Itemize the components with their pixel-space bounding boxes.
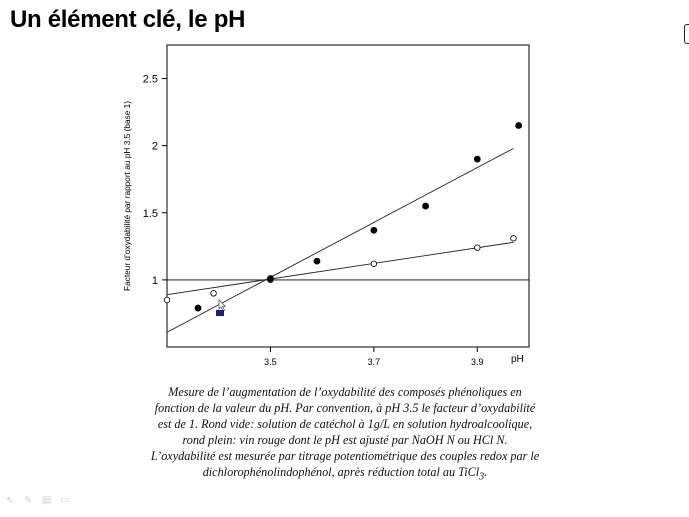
slide-controls [6,496,72,506]
y-axis [143,74,167,287]
plot-frame [167,45,529,347]
slides-icon[interactable]: ▭ [60,495,70,506]
y-tick-label: 2.5 [142,73,158,86]
y-axis-label: Facteur d’oxydabilité par rapport au pH 3.5 (base 1) [122,100,132,292]
filled-point [314,258,320,264]
x-axis [264,347,483,367]
figure-caption [150,384,540,485]
open-point [164,297,170,303]
filled-point [371,227,377,233]
open-point [211,291,217,297]
x-axis-label: pH [511,354,524,365]
filled-point [474,156,480,162]
y-tick-label: 1 [151,274,158,287]
pen-icon[interactable]: ✎ [24,495,33,506]
data-points [164,123,521,312]
open-point [511,235,517,241]
fit-line-open [167,242,513,294]
open-point [474,245,480,251]
filled-point [195,305,201,311]
x-tick-label: 3.9 [471,357,484,367]
arrow-icon[interactable]: ↖ [6,495,15,506]
slide-title: Un élément clé, le pH [10,6,246,33]
caption-end: . [484,465,488,479]
filled-point [267,276,273,282]
x-tick-label: 3.5 [264,357,277,367]
x-tick-label: 3.7 [367,357,381,367]
y-tick-label: 1.5 [142,207,158,220]
y-tick-label: 2 [151,140,158,153]
caption-subscript: 3 [479,471,485,483]
menu-icon[interactable]: ▤ [42,495,52,506]
filled-point [516,123,522,129]
open-point [371,261,377,267]
filled-point [423,203,429,209]
caption-main: Mesure de l’augmentation de l’oxydabilité des composés phénoliques en fonction de la valeur du pH. Par convention, à pH 3.5 le facteur d’oxydabilité est de 1. Rond vide: solution de catéchol à 1g/L en solution hydroalcoolique, rond plein: vin rouge dont le pH est ajusté par NaOH N ou HCl N. L’oxydabilité est mesurée par titrage potentiométrique des couples redox par le dichlorophénolindophénol, après réduction total au TiCl [150,385,540,479]
